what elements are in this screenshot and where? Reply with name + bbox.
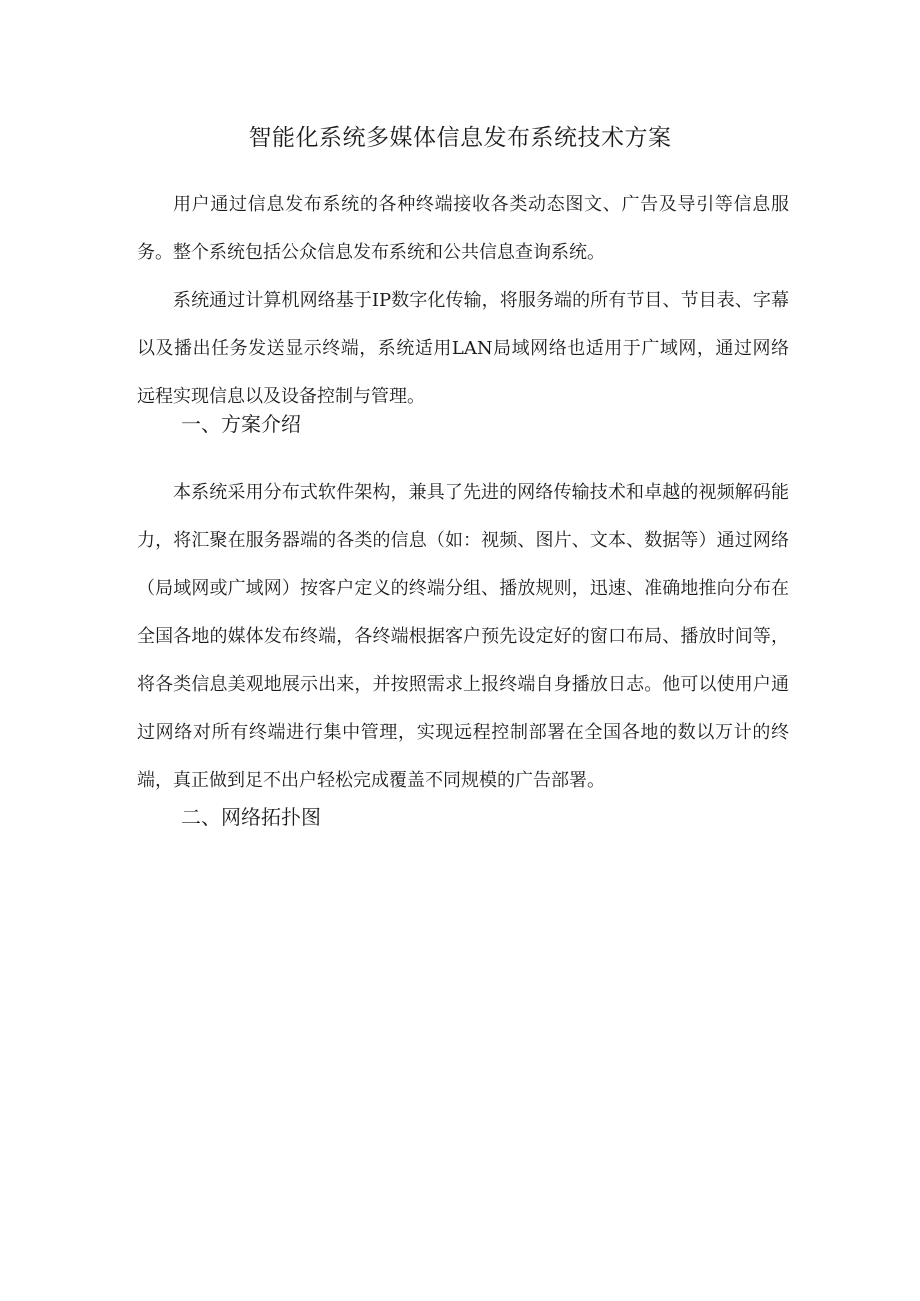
section-heading-2: 二、网络拓扑图: [181, 805, 321, 829]
section-heading-1: 一、方案介绍: [181, 412, 301, 436]
intro-paragraph-1: 用户通过信息发布系统的各种终端接收各类动态图文、广告及导引等信息服务。整个系统包括公众信息发布系统和公共信息查询系统。: [137, 194, 789, 263]
section-1-paragraph: 本系统采用分布式软件架构，兼具了先进的网络传输技术和卓越的视频解码能力，将汇聚在服务器端的各类的信息（如：视频、图片、文本、数据等）通过网络（局域网或广域网）按客户定义的终端分组、播放规则，迅速、准确地推向分布在全国各地的媒体发布终端，各终端根据客户预先设定好的窗口布局、播放时间等，将各类信息美观地展示出来，并按照需求上报终端自身播放日志。他可以使用户通过网络对所有终端进行集中管理，实现远程控制部署在全国各地的数以万计的终端，真正做到足不出户轻松完成覆盖不同规模的广告部署。: [137, 482, 789, 791]
document-title: 智能化系统多媒体信息发布系统技术方案: [248, 125, 672, 151]
intro-paragraph-2: 系统通过计算机网络基于IP数字化传输，将服务端的所有节目、节目表、字幕以及播出任务发送显示终端，系统适用LAN局域网络也适用于广域网，通过网络远程实现信息以及设备控制与管理。: [137, 290, 789, 407]
